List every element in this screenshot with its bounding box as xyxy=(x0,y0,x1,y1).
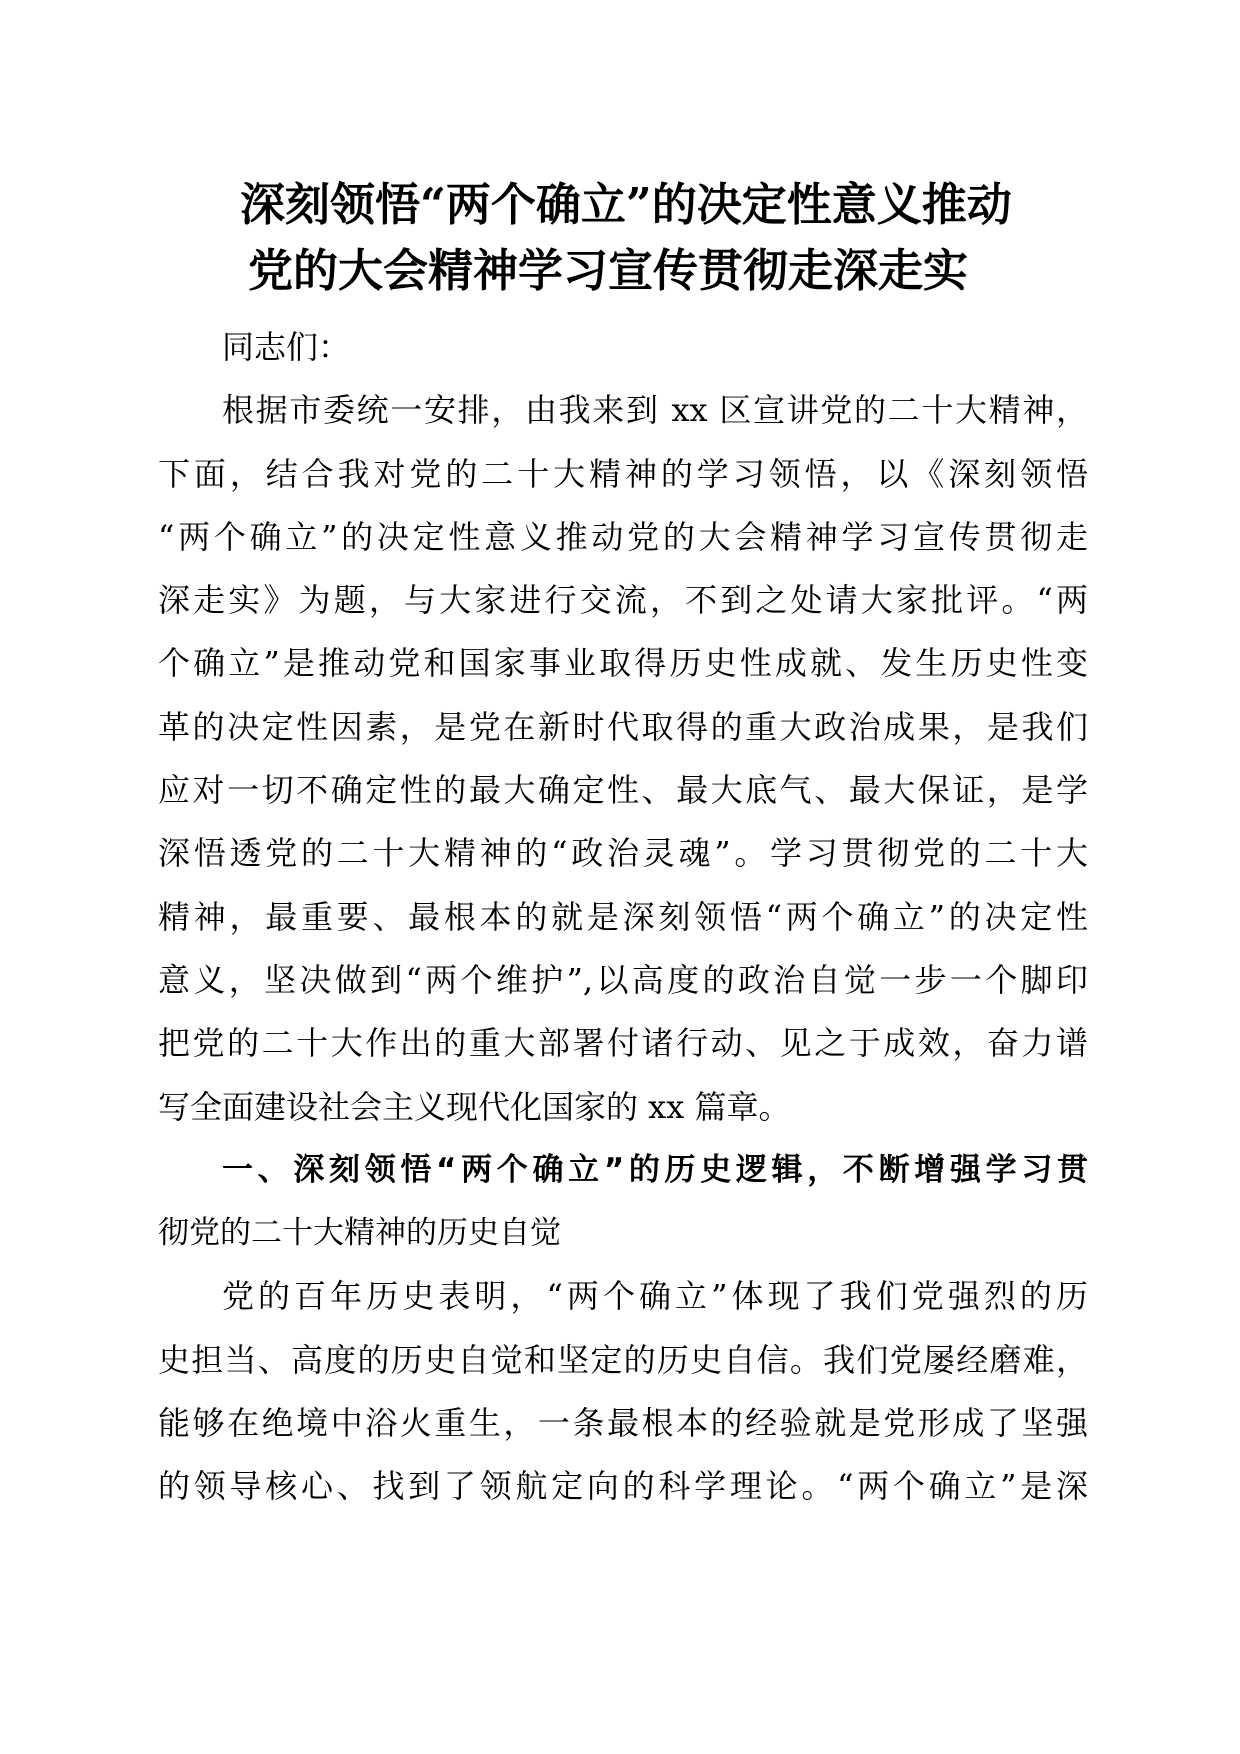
paragraph-line: 把党的二十大作出的重大部署付诸行动、见之于成效，奋力谱 xyxy=(158,1024,1088,1063)
paragraph-line: 党的百年历史表明，“两个确立”体现了我们党强烈的历 xyxy=(222,1277,1088,1316)
paragraph-line: 下面，结合我对党的二十大精神的学习领悟，以《深刻领悟 xyxy=(158,454,1088,493)
paragraph-line: 革的决定性因素，是党在新时代取得的重大政治成果，是我们 xyxy=(158,707,1088,746)
section-heading-line: 一、深刻领悟“两个确立”的历史逻辑，不断增强学习贯 xyxy=(222,1151,1088,1188)
paragraph-line: 史担当、高度的历史自觉和坚定的历史自信。我们党屡经磨难， xyxy=(158,1340,1088,1379)
paragraph-line: 个确立”是推动党和国家事业取得历史性成就、发生历史性变 xyxy=(158,644,1088,683)
paragraph-1 xyxy=(158,379,1088,1139)
paragraph-line: 精神，最重要、最根本的就是深刻领悟“两个确立”的决定性 xyxy=(158,897,1088,936)
paragraph-line: 深悟透党的二十大精神的“政治灵魂”。学习贯彻党的二十大 xyxy=(158,834,1088,873)
paragraph-line: “两个确立”的决定性意义推动党的大会精神学习宣传贯彻走 xyxy=(158,517,1088,556)
section-heading-1 xyxy=(158,1139,1088,1266)
paragraph-line: 的领导核心、找到了领航定向的科学理论。“两个确立”是深 xyxy=(158,1467,1088,1506)
section-heading-line: 彻党的二十大精神的历史自觉 xyxy=(158,1215,561,1252)
paragraph-2 xyxy=(158,1265,1088,1518)
title-line-1: 深刻领悟“两个确立”的决定性意义推动 xyxy=(240,178,1012,231)
document-body xyxy=(158,316,1088,1519)
salutation: 同志们： xyxy=(222,328,351,366)
paragraph-line: 根据市委统一安排，由我来到 xx 区宣讲党的二十大精神， xyxy=(222,391,1088,430)
title-line-2: 党的大会精神学习宣传贯彻走深走实 xyxy=(248,244,969,297)
paragraph-line: 写全面建设社会主义现代化国家的 xx 篇章。 xyxy=(158,1087,791,1126)
paragraph-line: 能够在绝境中浴火重生，一条最根本的经验就是党形成了坚强 xyxy=(158,1404,1088,1443)
paragraph-line: 意义，坚决做到“两个维护”,以高度的政治自觉一步一个脚印 xyxy=(158,960,1088,999)
paragraph-line: 应对一切不确定性的最大确定性、最大底气、最大保证，是学 xyxy=(158,771,1088,810)
document-title xyxy=(240,172,1100,304)
paragraph-line: 深走实》为题，与大家进行交流，不到之处请大家批评。“两 xyxy=(158,581,1088,620)
